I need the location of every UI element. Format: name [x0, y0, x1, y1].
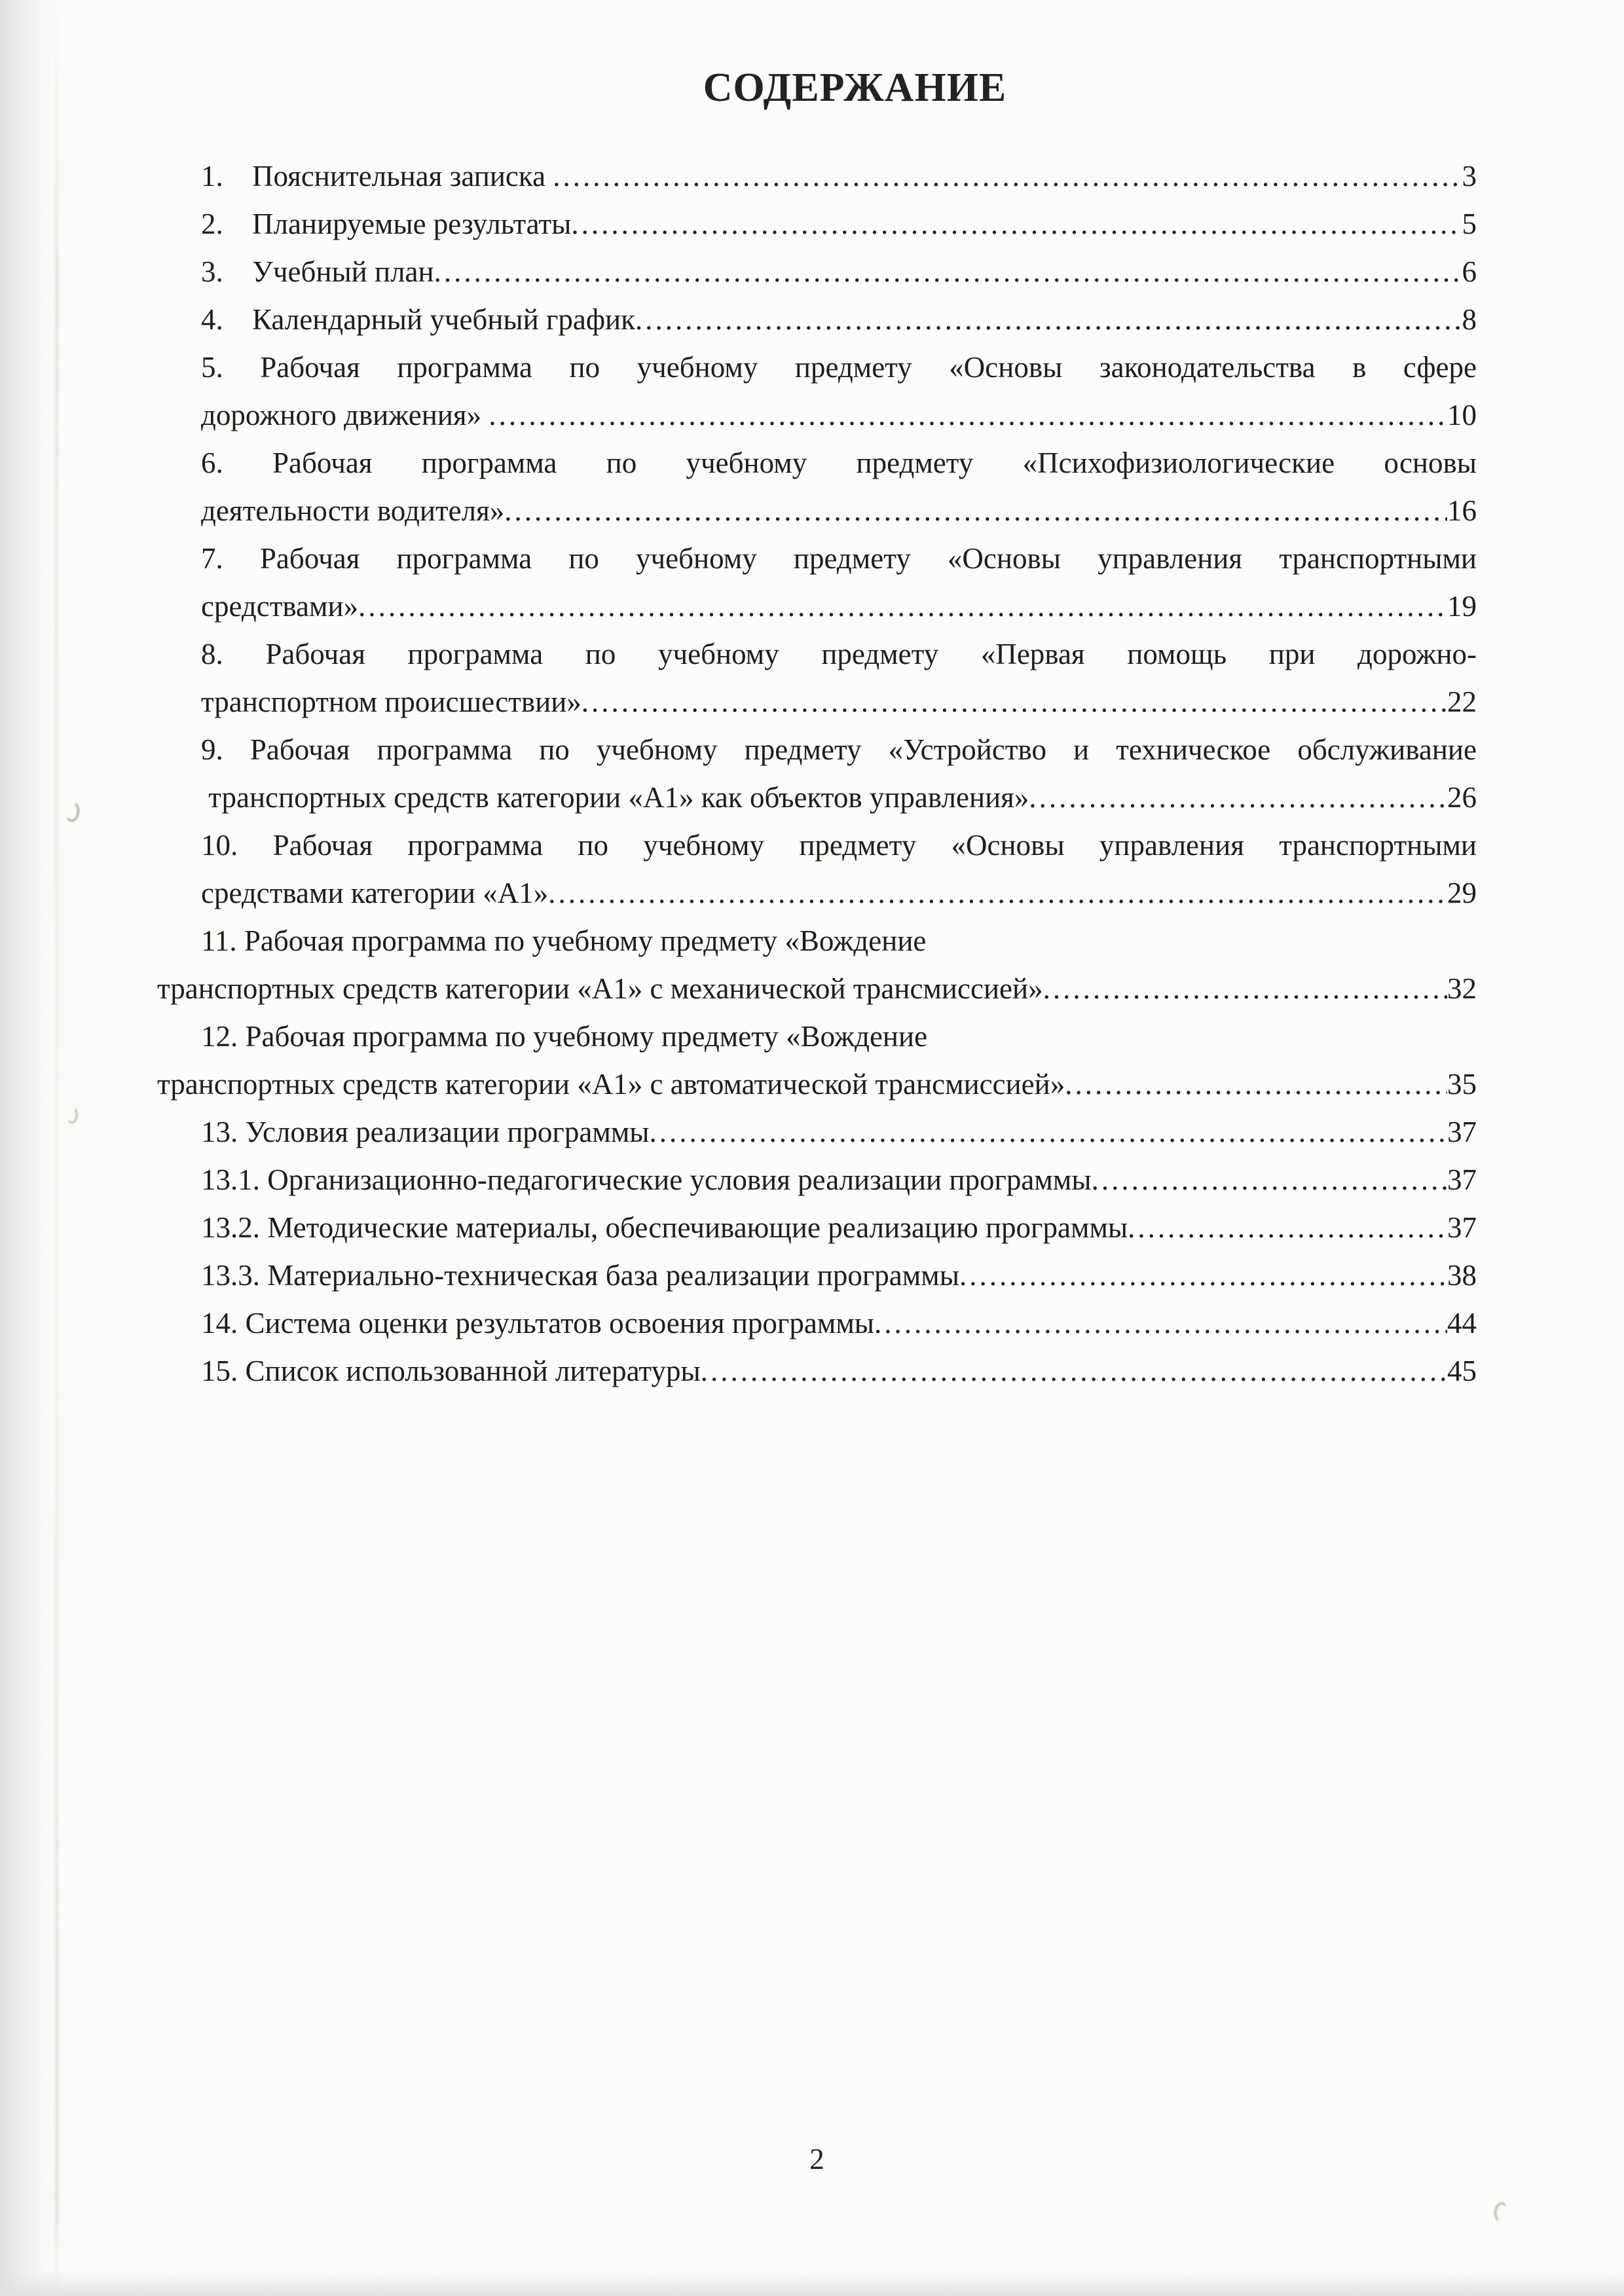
toc-entry-label: деятельности водителя»: [201, 494, 505, 527]
toc-entry-label: 14. Система оценки результатов освоения программы: [201, 1307, 875, 1339]
toc-entry-line2: [201, 678, 1477, 726]
toc-entry: [201, 1347, 1477, 1395]
toc-entry-number: 3.: [201, 255, 223, 288]
scan-artifact: [66, 1106, 78, 1123]
toc-entry: [201, 726, 1477, 822]
toc-page-ref: 8: [1462, 303, 1477, 336]
toc-entry-label: транспортных средств категории «А1» как объектов управления»: [201, 781, 1029, 814]
dot-leader: [553, 153, 1462, 200]
toc-entry-label: Пояснительная записка: [252, 160, 553, 192]
toc-page-ref: 37: [1447, 1211, 1477, 1244]
toc-entry: [201, 822, 1477, 917]
toc-entry: [201, 1252, 1477, 1300]
toc-entry-label: транспортном происшествии»: [201, 685, 581, 718]
toc-page-ref: 16: [1447, 494, 1477, 527]
toc-page-ref: 45: [1447, 1355, 1477, 1387]
toc-page-ref: 32: [1447, 972, 1477, 1005]
toc-entry-line2: [157, 1061, 1477, 1108]
toc-entry: [201, 200, 1477, 248]
dot-leader: [650, 1108, 1447, 1156]
dot-leader: [1092, 1156, 1447, 1204]
toc-entry: [201, 344, 1477, 439]
toc-entry-number: 2.: [201, 208, 223, 240]
dot-leader: [701, 1347, 1447, 1395]
toc-entry: [157, 1013, 1477, 1108]
scan-crease: [55, 0, 58, 2296]
toc-entry: [201, 1204, 1477, 1252]
toc-entry-label: 15. Список использованной литературы: [201, 1355, 701, 1387]
toc-entry-label: 13.1. Организационно-педагогические условия реализации программы: [201, 1163, 1092, 1196]
toc-entry-number: 1.: [201, 160, 223, 192]
toc-entry: [201, 535, 1477, 630]
dot-leader: [1065, 1061, 1447, 1108]
toc-entry-line2: [201, 583, 1477, 630]
dot-leader: [571, 200, 1462, 248]
scan-edge-left: [0, 0, 60, 2296]
toc-entry: [201, 153, 1477, 200]
toc-page-ref: 22: [1447, 685, 1477, 718]
toc-entry-line2: [201, 774, 1477, 822]
toc-entry-line2: [201, 487, 1477, 535]
toc-entry-line2: [201, 869, 1477, 917]
dot-leader: [874, 1300, 1447, 1347]
toc-entry-label: транспортных средств категории «А1» с механической трансмиссией»: [157, 972, 1043, 1005]
toc-entry-label: 13.3. Материально-техническая база реализации программы: [201, 1259, 959, 1292]
dot-leader: [1043, 965, 1447, 1013]
dot-leader: [581, 678, 1447, 726]
toc-entry-label: средствами категории «А1»: [201, 877, 549, 909]
toc-entry-line1: 12. Рабочая программа по учебному предмету «Вождение: [201, 1020, 928, 1053]
toc-entry-line2: [157, 965, 1477, 1013]
toc-entry-line1: 6. Рабочая программа по учебному предмету «Психофизиологические основы: [201, 446, 1477, 479]
page-title-text: СОДЕРЖАНИЕ: [703, 65, 1007, 110]
toc-entry-line1: 11. Рабочая программа по учебному предмету «Вождение: [201, 924, 927, 957]
toc-entry-line1: 10. Рабочая программа по учебному предмету «Основы управления транспортными: [201, 829, 1477, 862]
toc-entry-label: транспортных средств категории «А1» с автоматической трансмиссией»: [157, 1068, 1065, 1101]
toc-entry: [201, 439, 1477, 535]
toc-page-ref: 26: [1447, 781, 1477, 814]
toc-entry-line1: 8. Рабочая программа по учебному предмету «Первая помощь при дорожно-: [201, 638, 1477, 670]
page-title: [157, 66, 1477, 109]
toc-entry-line1: 5. Рабочая программа по учебному предмету «Основы законодательства в сфере: [201, 351, 1477, 384]
scan-edge-bottom: [0, 2271, 1624, 2296]
toc-page-ref: 37: [1447, 1163, 1477, 1196]
toc-page-ref: 10: [1447, 399, 1477, 431]
dot-leader: [635, 296, 1462, 344]
dot-leader: [504, 487, 1447, 535]
toc-entry-line2: [201, 392, 1477, 439]
dot-leader: [1029, 774, 1447, 822]
toc-entry-number: 4.: [201, 303, 223, 336]
toc-page-ref: 35: [1447, 1068, 1477, 1101]
scan-artifact: [1494, 2202, 1509, 2223]
page-number-footer: 2: [809, 2143, 824, 2176]
toc-entry: [157, 917, 1477, 1013]
toc-entry-line1: 9. Рабочая программа по учебному предмету «Устройство и техническое обслуживание: [201, 733, 1477, 766]
toc-entry: [201, 1300, 1477, 1347]
toc-entry: [201, 1108, 1477, 1156]
dot-leader: [434, 248, 1462, 296]
scan-artifact: [64, 800, 79, 822]
dot-leader: [489, 392, 1447, 439]
dot-leader: [548, 869, 1447, 917]
dot-leader: [358, 583, 1447, 630]
toc-entry-label: Календарный учебный график: [252, 303, 635, 336]
toc-page-ref: 37: [1447, 1116, 1477, 1148]
toc-entry: [201, 248, 1477, 296]
dot-leader: [959, 1252, 1447, 1300]
toc-entry-line1: 7. Рабочая программа по учебному предмету «Основы управления транспортными: [201, 542, 1477, 575]
toc-page-ref: 38: [1447, 1259, 1477, 1292]
toc-page-ref: 5: [1462, 208, 1477, 240]
toc-page-ref: 6: [1462, 255, 1477, 288]
toc-entry-label: Учебный план: [252, 255, 434, 288]
toc-entry: [201, 630, 1477, 726]
toc-page-ref: 19: [1447, 590, 1477, 623]
toc-entry-label: средствами»: [201, 590, 359, 623]
dot-leader: [1128, 1204, 1447, 1252]
toc-entry: [201, 1156, 1477, 1204]
toc-entry-label: 13. Условия реализации программы: [201, 1116, 650, 1148]
toc-page-ref: 29: [1447, 877, 1477, 909]
toc-entry-label: 13.2. Методические материалы, обеспечивающие реализацию программы: [201, 1211, 1128, 1244]
toc-entry-label: дорожного движения»: [201, 399, 489, 431]
toc-list: [157, 153, 1477, 1395]
toc-page-ref: 44: [1447, 1307, 1477, 1339]
toc-page-ref: 3: [1462, 160, 1477, 192]
toc-entry: [201, 296, 1477, 344]
toc-entry-label: Планируемые результаты: [252, 208, 572, 240]
